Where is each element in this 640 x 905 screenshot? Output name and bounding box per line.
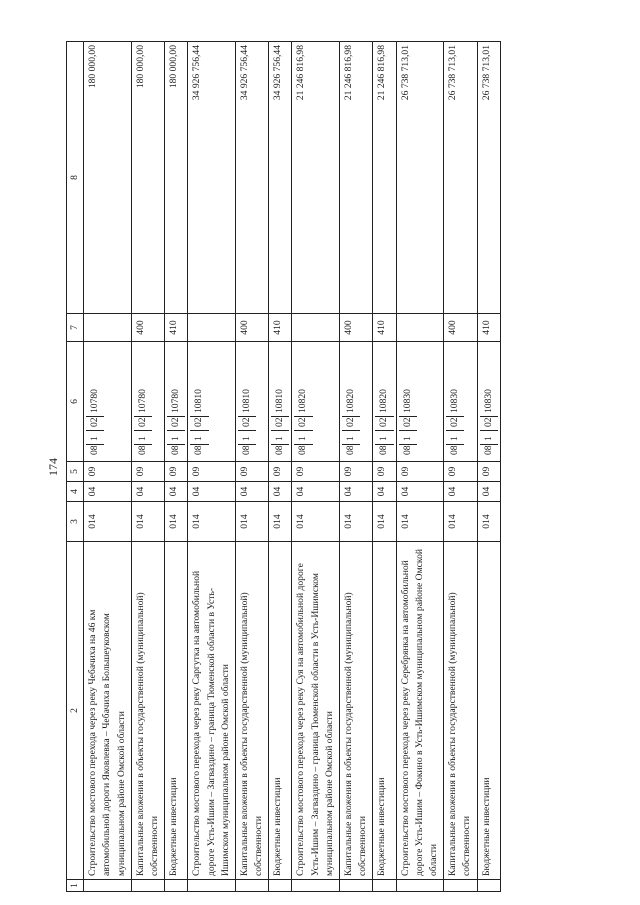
target-code-group [375, 345, 393, 458]
row-sum-cell: 180 000,00 [84, 42, 132, 314]
target-code-part: 02 [86, 416, 104, 430]
rotated-page [40, 42, 600, 892]
row-name-cell: Капитальные вложения в объекты государственной (муниципальной) собственности [235, 542, 268, 880]
row-sum-cell: 180 000,00 [131, 42, 164, 314]
row-rz-cell: 04 [292, 482, 340, 502]
row-index-cell [188, 880, 236, 892]
row-vr-cell [292, 314, 340, 342]
row-vr-cell: 400 [131, 314, 164, 342]
row-ved-cell: 014 [373, 502, 396, 542]
row-name-cell: Бюджетные инвестиции [165, 542, 188, 880]
target-code-part: 1 [294, 430, 312, 444]
header-col-7: 7 [67, 314, 84, 342]
target-code-group [190, 345, 208, 458]
header-col-4: 4 [67, 482, 84, 502]
row-index-cell [235, 880, 268, 892]
target-code-part: 08 [238, 444, 256, 458]
row-name-cell: Бюджетные инвестиции [269, 542, 292, 880]
target-code-part: 1 [375, 430, 393, 444]
target-code-part: 1 [480, 430, 498, 444]
page-number: 174 [46, 458, 60, 476]
row-vr-cell: 400 [235, 314, 268, 342]
target-code-part: 08 [167, 444, 185, 458]
row-target-cell [340, 342, 373, 462]
row-rz-cell: 04 [188, 482, 236, 502]
target-code-part: 1 [86, 430, 104, 444]
table-row [292, 42, 340, 892]
row-sum-cell: 26 738 713,01 [396, 42, 444, 314]
row-vr-cell: 410 [165, 314, 188, 342]
target-code-part: 10830 [482, 389, 494, 413]
row-ved-cell: 014 [477, 502, 500, 542]
row-pr-cell: 09 [292, 462, 340, 482]
row-vr-cell [188, 314, 236, 342]
row-target-cell [477, 342, 500, 462]
header-col-1: 1 [67, 880, 84, 892]
row-rz-cell: 04 [444, 482, 477, 502]
target-code-part: 1 [238, 430, 256, 444]
table-row [84, 42, 132, 892]
row-index-cell [84, 880, 132, 892]
row-name-cell: Капитальные вложения в объекты государственной (муниципальной) собственности [131, 542, 164, 880]
target-code-part: 02 [238, 416, 256, 430]
target-code-part: 02 [271, 416, 289, 430]
row-pr-cell: 09 [477, 462, 500, 482]
row-index-cell [396, 880, 444, 892]
row-ved-cell: 014 [340, 502, 373, 542]
table-row [340, 42, 373, 892]
row-name-cell: Строительство мостового перехода через реку Суя на автомобильной дороге Усть-Ишим – Загваздино – граница Тюменской области в Усть-Ишимском муниципальном районе Омской области [292, 542, 340, 880]
target-code-part: 1 [399, 430, 417, 444]
row-ved-cell: 014 [131, 502, 164, 542]
target-code-part: 1 [134, 430, 152, 444]
row-rz-cell: 04 [165, 482, 188, 502]
target-code-part: 08 [86, 444, 104, 458]
target-code-part: 10780 [170, 389, 182, 413]
row-name-cell: Строительство мостового перехода через реку Серебрянка на автомобильной дороге Усть-Ишим – Фокино в Усть-Ишимском муниципальном районе Омской области [396, 542, 444, 880]
target-code-part: 10810 [193, 389, 205, 413]
row-vr-cell [396, 314, 444, 342]
target-code-group [86, 345, 104, 458]
row-rz-cell: 04 [373, 482, 396, 502]
row-target-cell [396, 342, 444, 462]
row-ved-cell: 014 [165, 502, 188, 542]
header-row [67, 42, 84, 892]
row-sum-cell: 21 246 816,98 [340, 42, 373, 314]
row-ved-cell: 014 [444, 502, 477, 542]
row-pr-cell: 09 [373, 462, 396, 482]
row-index-cell [165, 880, 188, 892]
target-code-part: 10820 [345, 389, 356, 413]
budget-table [66, 41, 501, 892]
table-row [131, 42, 164, 892]
header-col-2: 2 [67, 542, 84, 880]
row-rz-cell: 04 [269, 482, 292, 502]
row-name-cell: Строительство мостового перехода через реку Саргутка на автомобильной дороге Усть-Ишим – Загваздино – граница Тюменской области в Усть-Ишимском муниципальном районе Омской области [188, 542, 236, 880]
target-code-group [342, 345, 360, 458]
row-vr-cell [84, 314, 132, 342]
table-row [165, 42, 188, 892]
target-code-part: 1 [446, 430, 464, 444]
row-index-cell [477, 880, 500, 892]
target-code-part: 10810 [274, 389, 286, 413]
row-target-cell [444, 342, 477, 462]
table-row [444, 42, 477, 892]
target-code-group [271, 345, 289, 458]
row-rz-cell: 04 [477, 482, 500, 502]
target-code-part: 10780 [89, 389, 101, 413]
row-pr-cell: 09 [131, 462, 164, 482]
row-rz-cell: 04 [84, 482, 132, 502]
target-code-part: 08 [399, 444, 417, 458]
header-col-3: 3 [67, 502, 84, 542]
row-name-cell: Капитальные вложения в объекты государственной (муниципальной) собственности [444, 542, 477, 880]
row-pr-cell: 09 [340, 462, 373, 482]
row-pr-cell: 09 [165, 462, 188, 482]
row-target-cell [131, 342, 164, 462]
row-pr-cell: 09 [396, 462, 444, 482]
target-code-part: 02 [190, 416, 208, 430]
row-sum-cell: 34 926 756,44 [269, 42, 292, 314]
target-code-part: 1 [271, 430, 289, 444]
target-code-part: 1 [190, 430, 208, 444]
row-sum-cell: 180 000,00 [165, 42, 188, 314]
row-vr-cell: 410 [477, 314, 500, 342]
header-col-6: 6 [67, 342, 84, 462]
row-index-cell [444, 880, 477, 892]
row-vr-cell: 410 [269, 314, 292, 342]
row-index-cell [373, 880, 396, 892]
target-code-part: 02 [134, 416, 152, 430]
row-target-cell [165, 342, 188, 462]
row-ved-cell: 014 [235, 502, 268, 542]
row-sum-cell: 21 246 816,98 [373, 42, 396, 314]
row-vr-cell: 400 [444, 314, 477, 342]
row-name-cell: Капитальные вложения в объекты государственной (муниципальной) собственности [340, 542, 373, 880]
target-code-part: 02 [446, 416, 464, 430]
row-ved-cell: 014 [292, 502, 340, 542]
row-target-cell [84, 342, 132, 462]
table-body [84, 42, 501, 892]
target-code-part: 10830 [449, 389, 461, 413]
table-row [269, 42, 292, 892]
table-row [235, 42, 268, 892]
target-code-part: 02 [294, 416, 312, 430]
target-code-part: 08 [480, 444, 498, 458]
row-target-cell [292, 342, 340, 462]
row-pr-cell: 09 [269, 462, 292, 482]
target-code-part: 10820 [378, 389, 390, 413]
target-code-group [446, 345, 464, 458]
table-row [373, 42, 396, 892]
target-code-group [399, 345, 417, 458]
row-index-cell [340, 880, 373, 892]
target-code-group [134, 345, 152, 458]
row-index-cell [292, 880, 340, 892]
row-index-cell [269, 880, 292, 892]
target-code-part: 08 [375, 444, 393, 458]
target-code-part: 02 [399, 416, 417, 430]
row-sum-cell: 26 738 713,01 [477, 42, 500, 314]
target-code-part: 08 [342, 444, 360, 458]
row-sum-cell: 34 926 756,44 [188, 42, 236, 314]
row-ved-cell: 014 [84, 502, 132, 542]
target-code-part: 08 [446, 444, 464, 458]
header-col-8: 8 [67, 42, 84, 314]
row-target-cell [269, 342, 292, 462]
row-name-cell: Строительство мостового перехода через реку Чебачиха на 46 км автомобильной дороги Яковлевка – Чебачиха в Большеуковском муниципальном районе Омской области [84, 542, 132, 880]
target-code-part: 10830 [401, 389, 413, 413]
row-ved-cell: 014 [396, 502, 444, 542]
row-pr-cell: 09 [84, 462, 132, 482]
target-code-part: 1 [167, 430, 185, 444]
row-vr-cell: 410 [373, 314, 396, 342]
target-code-part: 08 [271, 444, 289, 458]
row-rz-cell: 04 [340, 482, 373, 502]
header-col-5: 5 [67, 462, 84, 482]
target-code-part: 08 [134, 444, 152, 458]
row-target-cell [373, 342, 396, 462]
row-target-cell [188, 342, 236, 462]
target-code-part: 02 [375, 416, 393, 430]
row-pr-cell: 09 [235, 462, 268, 482]
table-row [477, 42, 500, 892]
table-row [396, 42, 444, 892]
table-row [188, 42, 236, 892]
target-code-part: 08 [294, 444, 312, 458]
row-vr-cell: 400 [340, 314, 373, 342]
row-index-cell [131, 880, 164, 892]
target-code-group [167, 345, 185, 458]
target-code-part: 1 [342, 430, 360, 444]
target-code-part: 08 [190, 444, 208, 458]
row-target-cell [235, 342, 268, 462]
target-code-group [480, 345, 498, 458]
row-rz-cell: 04 [235, 482, 268, 502]
row-name-cell: Бюджетные инвестиции [373, 542, 396, 880]
row-name-cell: Бюджетные инвестиции [477, 542, 500, 880]
target-code-part: 02 [342, 416, 360, 430]
target-code-part: 10780 [136, 389, 148, 413]
row-rz-cell: 04 [131, 482, 164, 502]
target-code-group [238, 345, 256, 458]
row-sum-cell: 34 926 756,44 [235, 42, 268, 314]
row-ved-cell: 014 [269, 502, 292, 542]
row-ved-cell: 014 [188, 502, 236, 542]
row-sum-cell: 21 246 816,98 [292, 42, 340, 314]
target-code-part: 10820 [297, 389, 309, 413]
row-rz-cell: 04 [396, 482, 444, 502]
target-code-group [294, 345, 312, 458]
target-code-part: 10810 [240, 389, 252, 413]
row-sum-cell: 26 738 713,01 [444, 42, 477, 314]
target-code-part: 02 [167, 416, 185, 430]
row-pr-cell: 09 [188, 462, 236, 482]
row-pr-cell: 09 [444, 462, 477, 482]
target-code-part: 02 [480, 416, 498, 430]
